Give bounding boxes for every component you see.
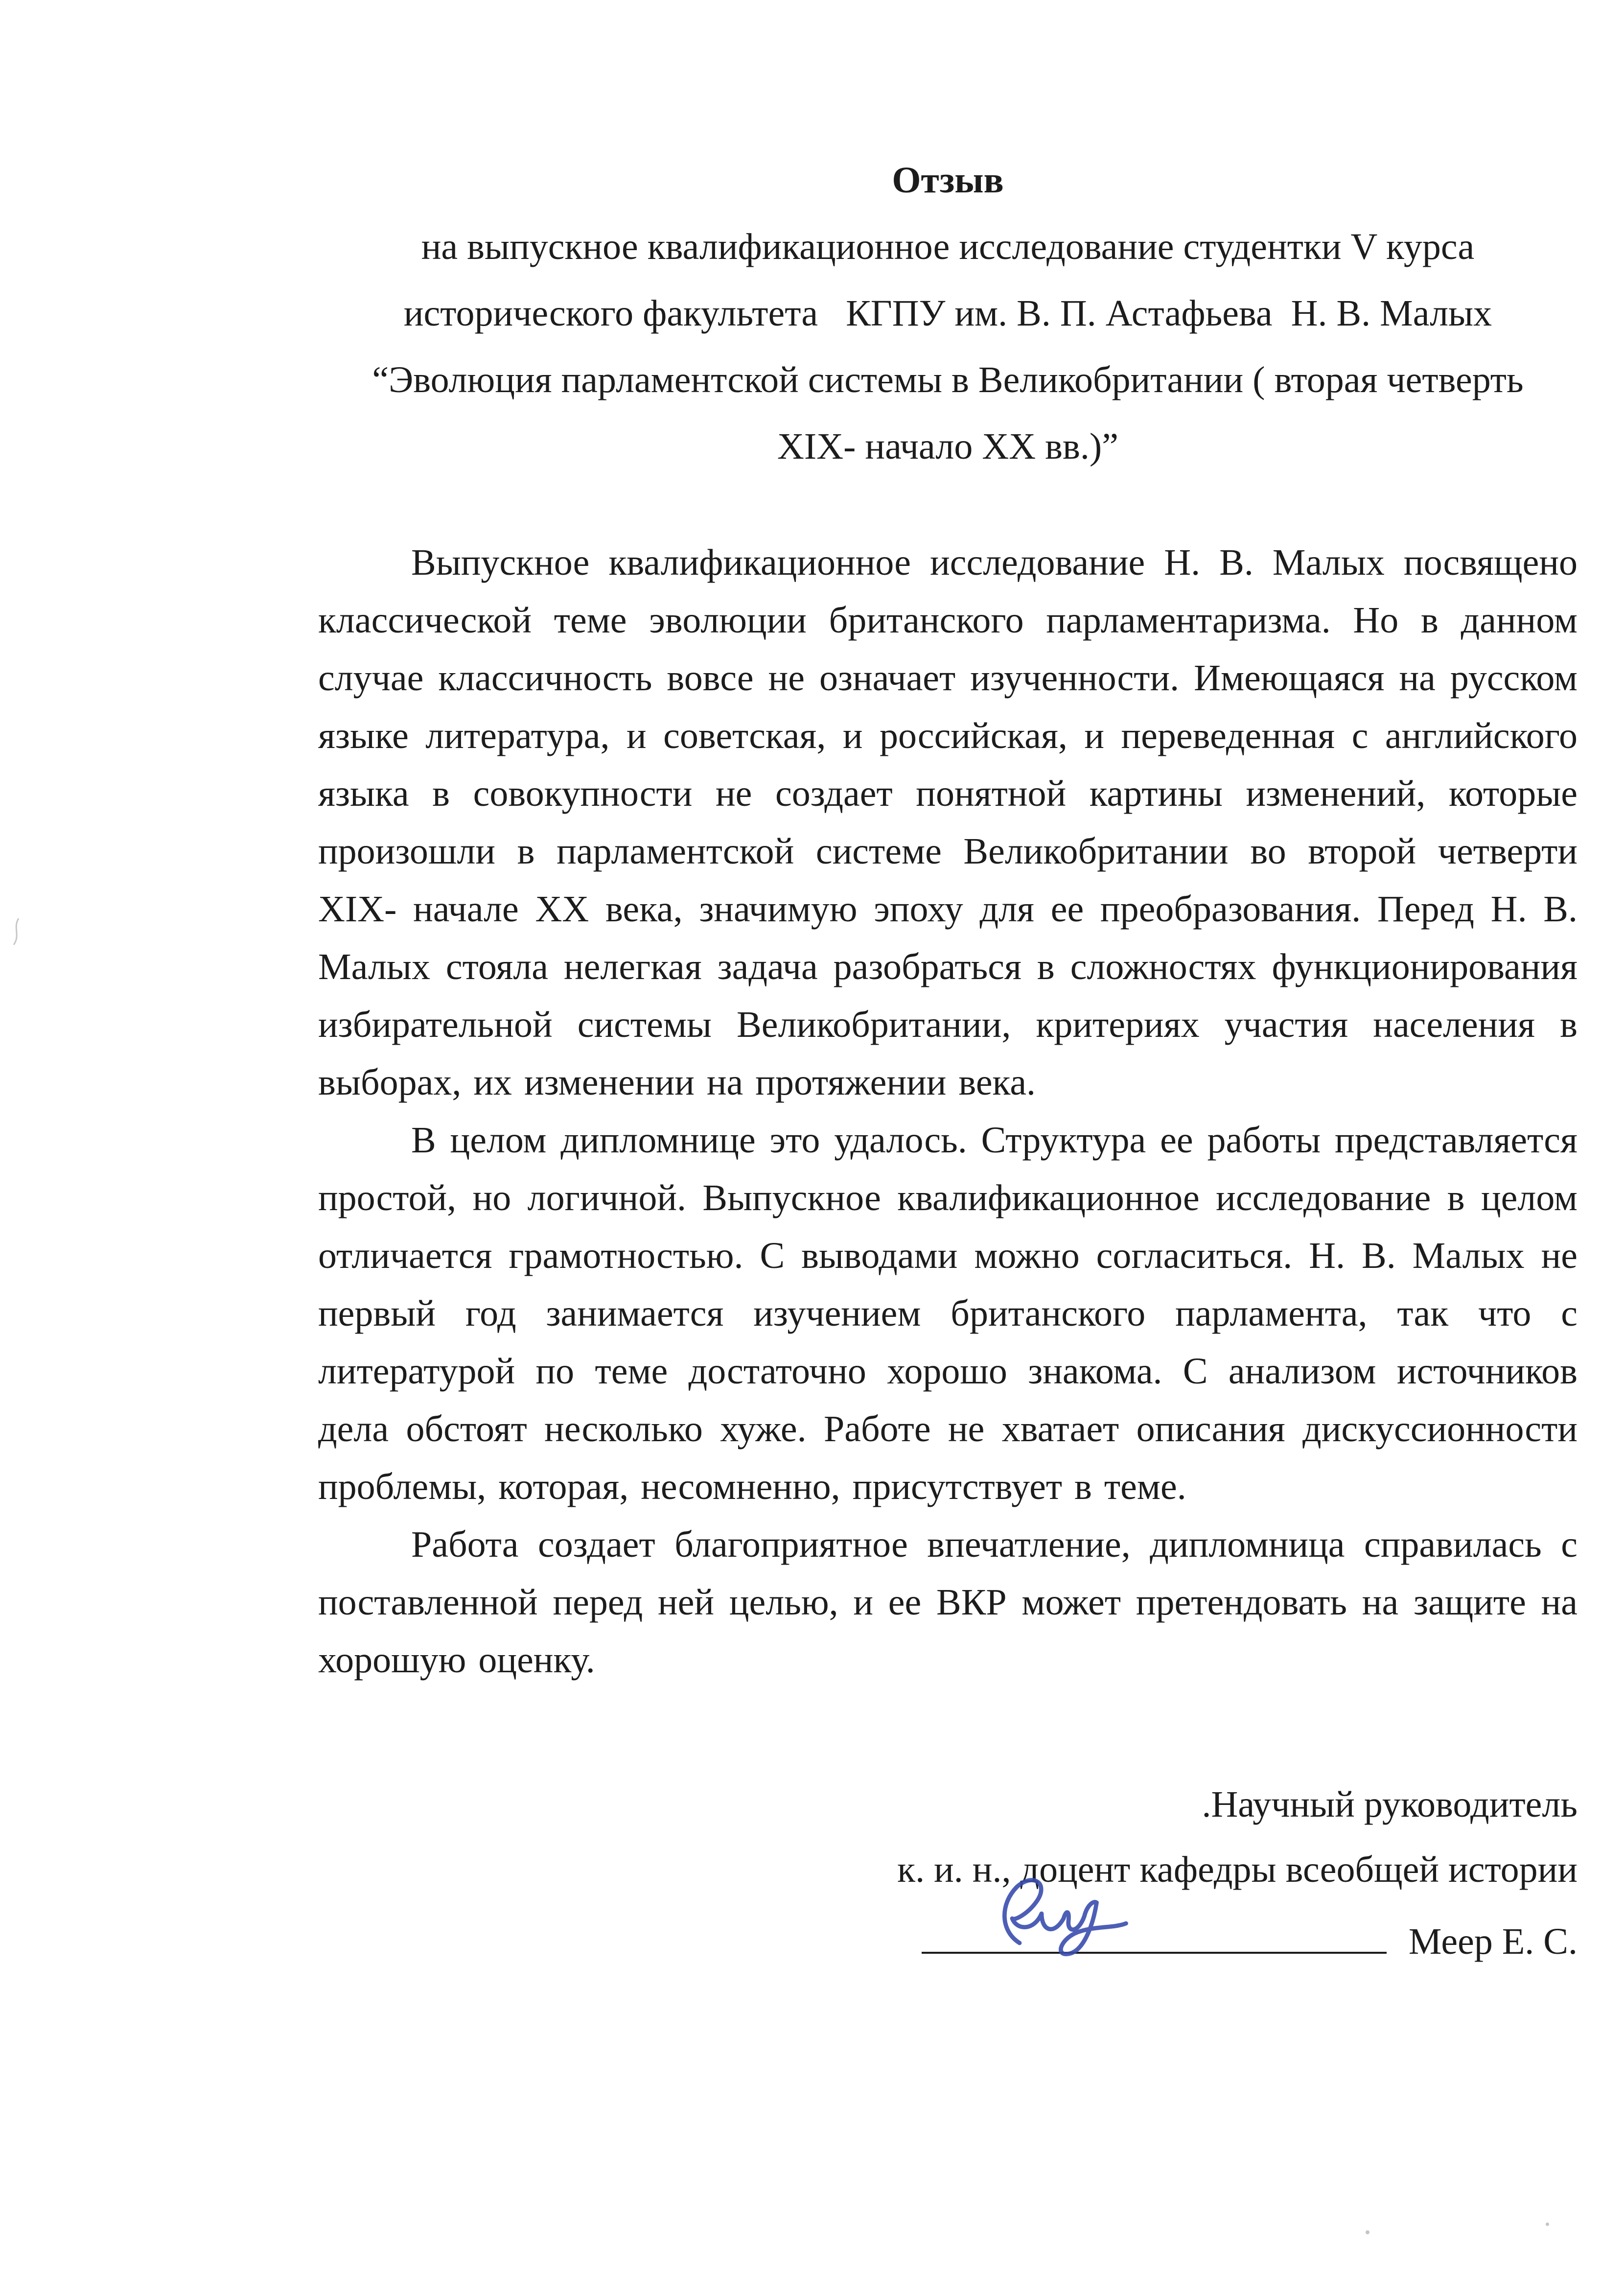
subtitle-line: “Эволюция парламентской системы в Великобритании ( вторая четверть: [372, 359, 1524, 400]
signature-block: [318, 1772, 1578, 1974]
document-content: [318, 0, 1578, 1974]
paragraph: Работа создает благоприятное впечатление, дипломница справилась с поставленной перед ней целью, и ее ВКР может претендовать на защите на хорошую оценку.: [318, 1524, 1578, 1681]
scan-artifact: [1366, 2230, 1369, 2234]
document-body: [318, 534, 1578, 1689]
handwritten-signature-icon: [995, 1870, 1142, 1963]
signature-row: [318, 1909, 1578, 1974]
title-block: [318, 213, 1578, 480]
signature-name: Меер Е. С.: [1408, 1921, 1578, 1962]
scan-artifact: [1546, 2223, 1549, 2226]
signature-degree: к. и. н., доцент кафедры всеобщей истории: [897, 1849, 1578, 1890]
page-title: Отзыв: [892, 160, 1004, 201]
subtitle-line: исторического факультета КГПУ им. В. П. Астафьева Н. В. Малых: [403, 293, 1492, 334]
paragraph: Выпускное квалификационное исследование Н. В. Малых посвящено классической теме эволюции британского парламентаризма. Но в данном случае классичность вовсе не означает изученности. Имеющаяся на русском языке литература, и советская, и российская, и переведенная с английского языка в совокупности не создает понятной картины изменений, которые произошли в парламентской системе Великобритании во второй четверти XIX- начале XX века, значимую эпоху для ее преобразования. Перед Н. В. Малых стояла нелегкая задача разобраться в сложностях функционирования избирательной системы Великобритании, критериях участия населения в выборах, их изменении на протяжении века.: [318, 542, 1578, 1103]
subtitle-line: XIX- начало XX вв.)”: [777, 426, 1118, 467]
signature-role: .Научный руководитель: [1202, 1784, 1578, 1825]
scan-artifact: [7, 915, 27, 948]
signature-underline: [922, 1919, 1387, 1954]
paragraph: В целом дипломнице это удалось. Структура ее работы представляется простой, но логичной. Выпускное квалификационное исследование в целом отличается грамотностью. С выводами можно согласиться. Н. В. Малых не первый год занимается изучением британского парламента, так что с литературой по теме достаточно хорошо знакома. С анализом источников дела обстоят несколько хуже. Работе не хватает описания дискуссионности проблемы, которая, несомненно, присутствует в теме.: [318, 1120, 1578, 1507]
subtitle-line: на выпускное квалификационное исследование студентки V курса: [421, 226, 1475, 267]
